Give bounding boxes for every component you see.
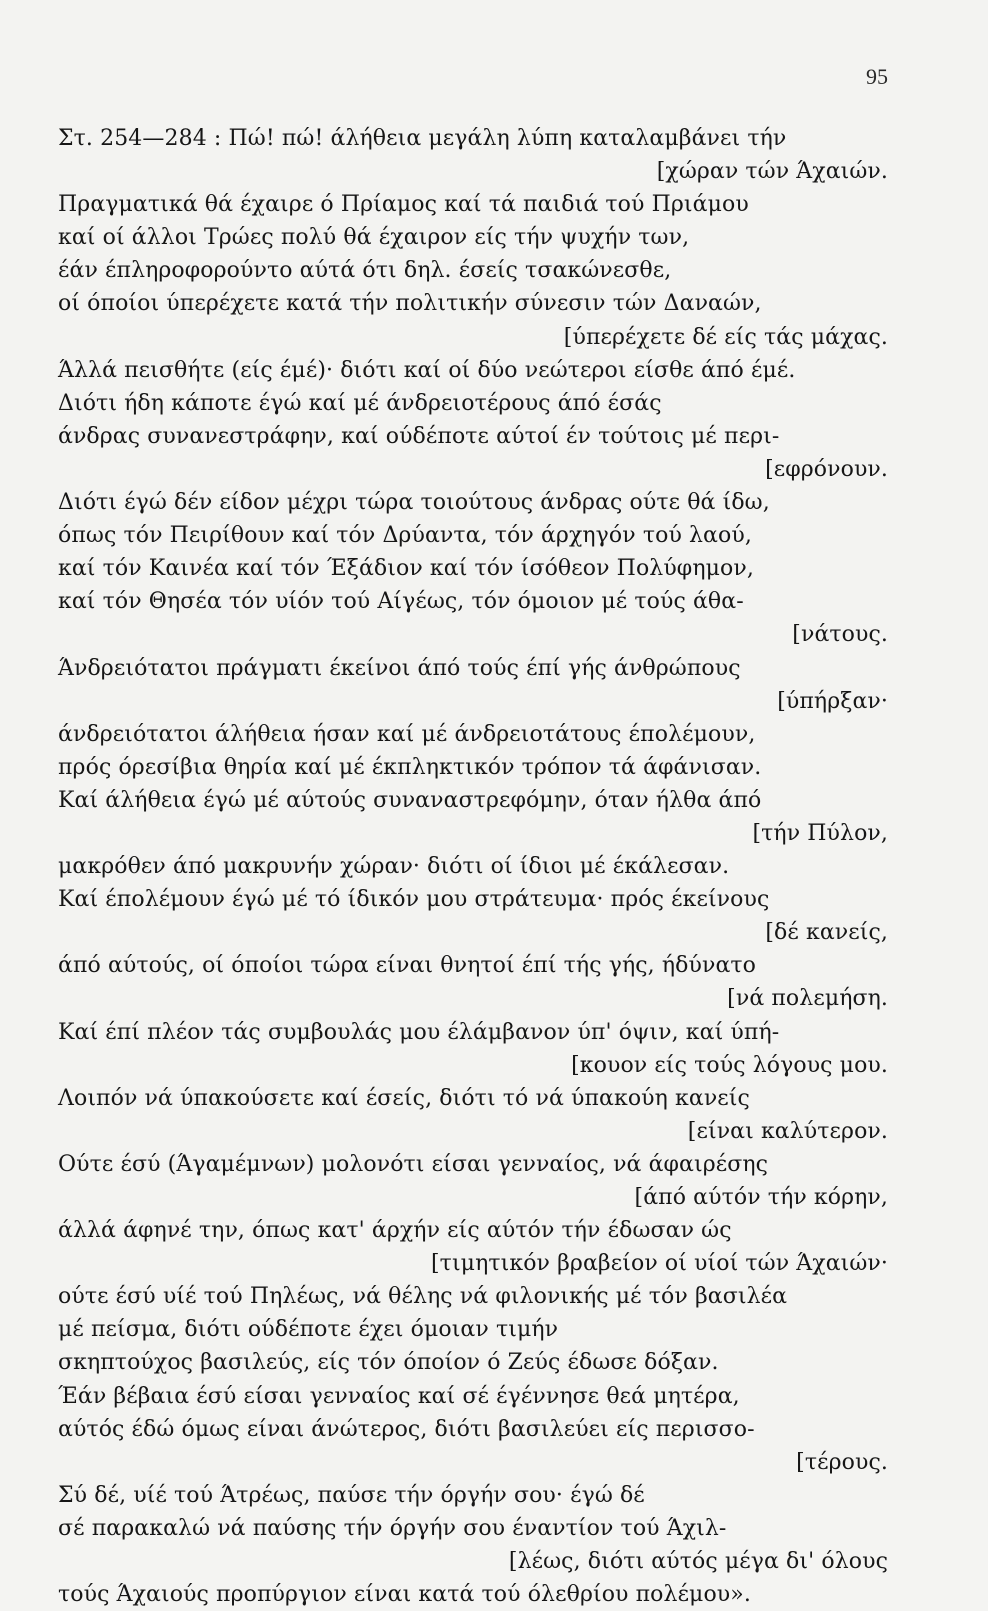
text-line: Διότι έγώ δέν είδον μέχρι τώρα τοιούτους άνδρας ούτε θά ίδω, (58, 490, 770, 516)
text-line-continuation: [άπό αύτόν τήν κόρην, (634, 1185, 888, 1210)
text-line: σκηπτούχος βασιλεύς, είς τόν όποίον ό Ζεύς έδωσε δόξαν. (58, 1350, 719, 1376)
text-line: Καί έπί πλέον τάς συμβουλάς μου έλάμβανον ύπ' όψιν, καί ύπή- (58, 1019, 780, 1045)
text-line: Λοιπόν νά ύπακούσετε καί έσείς, διότι τό νά ύπακούη κανείς (58, 1085, 750, 1111)
text-line: καί τόν Καινέα καί τόν Έξάδιον καί τόν ίσόθεον Πολύφημον, (58, 556, 754, 582)
text-line: Διότι ήδη κάποτε έγώ καί μέ άνδρειοτέρους άπό έσάς (58, 390, 662, 416)
text-line: καί οί άλλοι Τρώες πολύ θά έχαιρον είς τήν ψυχήν των, (58, 225, 690, 251)
text-line-continuation: [δέ κανείς, (765, 920, 888, 946)
text-line: άνδρειότατοι άλήθεια ήσαν καί μέ άνδρειοτάτους έπολέμουν, (58, 721, 756, 747)
text-line-continuation: [νά πολεμήση. (727, 986, 888, 1012)
text-line: Στ. 254—284 : Πώ! πώ! άλήθεια μεγάλη λύπη καταλαμβάνει τήν (58, 126, 787, 151)
text-line: Πραγματικά θά έχαιρε ό Πρίαμος καί τά παιδιά τού Πριάμου (58, 192, 749, 218)
text-line-continuation: [νάτους. (792, 622, 888, 648)
text-line: καί τόν Θησέα τόν υίόν τού Αίγέως, τόν όμοιον μέ τούς άθα- (58, 589, 744, 615)
text-line: μέ πείσμα, διότι ούδέποτε έχει όμοιαν τιμήν (58, 1317, 559, 1343)
text-line: σέ παρακαλώ νά παύσης τήν όργήν σου έναντίον τού Άχιλ- (58, 1515, 727, 1541)
text-line-continuation: [εφρόνουν. (765, 456, 888, 482)
text-line: τούς Άχαιούς προπύργιον είναι κατά τού όλεθρίου πολέμου». (58, 1582, 751, 1608)
text-line: όπως τόν Πειρίθουν καί τόν Δρύαντα, τόν άρχηγόν τού λαού, (58, 523, 752, 549)
text-line-continuation: [ύπήρξαν· (777, 688, 888, 714)
text-line: Σύ δέ, υίέ τού Άτρέως, παύσε τήν όργήν σου· έγώ δέ (58, 1482, 645, 1508)
text-line-continuation: [λέως, διότι αύτός μέγα δι' όλους (508, 1549, 888, 1575)
text-line: αύτός έδώ όμως είναι άνώτερος, διότι βασιλεύει είς περισσο- (58, 1416, 755, 1442)
text-line: Καί έπολέμουν έγώ μέ τό ίδικόν μου στράτευμα· πρός έκείνους (58, 887, 770, 913)
text-line-continuation: [τήν Πύλον, (752, 820, 888, 846)
text-line: μακρόθεν άπό μακρυνήν χώραν· διότι οί ίδιοι μέ έκάλεσαν. (58, 854, 730, 880)
text-line: ούτε έσύ υίέ τού Πηλέως, νά θέλης νά φιλονικής μέ τόν βασιλέα (58, 1284, 788, 1310)
text-line-continuation: [τιμητικόν βραβείον οί υίοί τών Άχαιών· (431, 1251, 888, 1277)
text-line: άλλά άφηνέ την, όπως κατ' άρχήν είς αύτόν τήν έδωσαν ώς (58, 1218, 732, 1244)
text-line: Έάν βέβαια έσύ είσαι γενναίος καί σέ έγέννησε θεά μητέρα, (58, 1383, 740, 1409)
text-line: άπό αύτούς, οί όποίοι τώρα είναι θνητοί έπί τής γής, ήδύνατο (58, 953, 757, 979)
text-line-continuation: [κουον είς τούς λόγους μου. (571, 1052, 888, 1078)
text-line: Ούτε έσύ (Άγαμέμνων) μολονότι είσαι γενναίος, νά άφαιρέσης (58, 1151, 769, 1177)
text-line: Άλλά πεισθήτε (είς έμέ)· διότι καί οί δύο νεώτεροι είσθε άπό έμέ. (58, 357, 796, 383)
text-line-continuation: [χώραν τών Άχαιών. (656, 159, 888, 185)
text-line: άνδρας συνανεστράφην, καί ούδέποτε αύτοί έν τούτοις μέ περι- (58, 423, 780, 449)
text-line: Άνδρειότατοι πράγματι έκείνοι άπό τούς έπί γής άνθρώπους (58, 655, 741, 681)
text-line: οί όποίοι ύπερέχετε κατά τήν πολιτικήν σύνεσιν τών Δαναών, (58, 291, 762, 317)
page-number: 95 (866, 64, 888, 89)
text-line-continuation: [είναι καλύτερον. (687, 1118, 888, 1144)
text-line: έάν έπληροφορούντο αύτά ότι δηλ. έσείς τσακώνεσθε, (58, 258, 672, 284)
text-body (58, 122, 888, 1611)
text-line: πρός όρεσίβια θηρία καί μέ έκπληκτικόν τρόπον τά άφάνισαν. (58, 754, 762, 780)
text-line-continuation: [τέρους. (796, 1449, 888, 1475)
text-line-continuation: [ύπερέχετε δέ είς τάς μάχας. (563, 324, 888, 350)
text-line: Καί άλήθεια έγώ μέ αύτούς συναναστρεφόμην, όταν ήλθα άπό (58, 787, 762, 813)
